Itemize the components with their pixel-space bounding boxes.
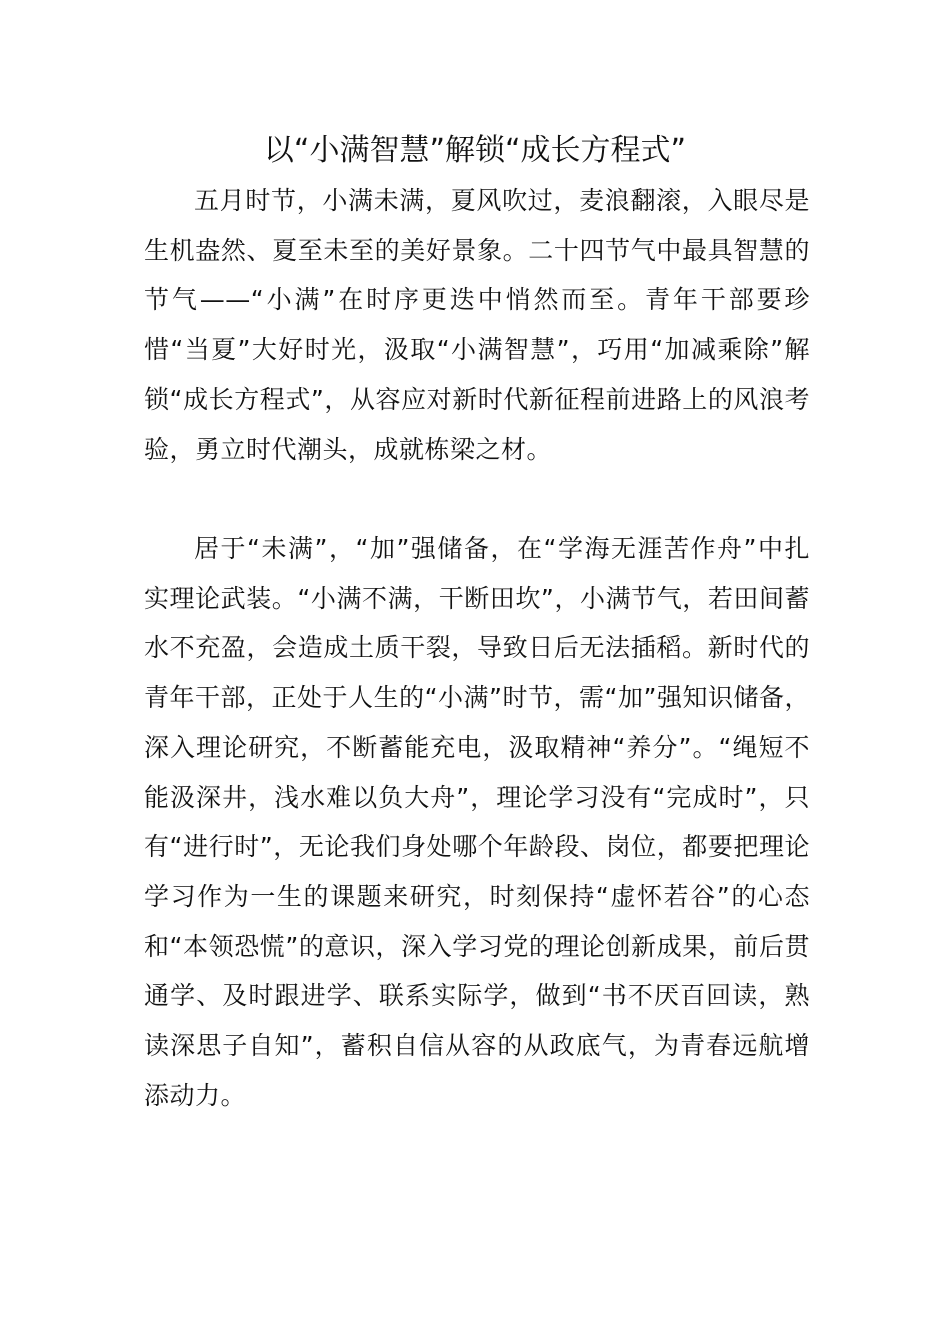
- paragraph-intro: 五月时节，小满未满，夏风吹过，麦浪翻滚，入眼尽是生机盎然、夏至未至的美好景象。二十四节气中最具智慧的节气——“小满”在时序更迭中悄然而至。青年干部要珍惜“当夏”大好时光，汲取“小满智慧”，巧用“加减乘除”解锁“成长方程式”，从容应对新时代新征程前进路上的风浪考验，勇立时代潮头，成就栋梁之材。: [144, 186, 810, 464]
- document-title: 以“小满智慧”解锁“成长方程式”: [263, 133, 687, 168]
- paragraph-section-add: 居于“未满”，“加”强储备，在“学海无涯苦作舟”中扎实理论武装。“小满不满，干断田坎”，小满节气，若田间蓄水不充盈，会造成土质干裂，导致日后无法插稻。新时代的青年干部，正处于人生的“小满”时节，需“加”强知识储备，深入理论研究，不断蓄能充电，汲取精神“养分”。“绳短不能汲深井，浅水难以负大舟”，理论学习没有“完成时”，只有“进行时”，无论我们身处哪个年龄段、岗位，都要把理论学习作为一生的课题来研究，时刻保持“虚怀若谷”的心态和“本领恐慌”的意识，深入学习党的理论创新成果，前后贯通学、及时跟进学、联系实际学，做到“书不厌百回读，熟读深思子自知”，蓄积自信从容的从政底气，为青春远航增添动力。: [144, 534, 810, 1110]
